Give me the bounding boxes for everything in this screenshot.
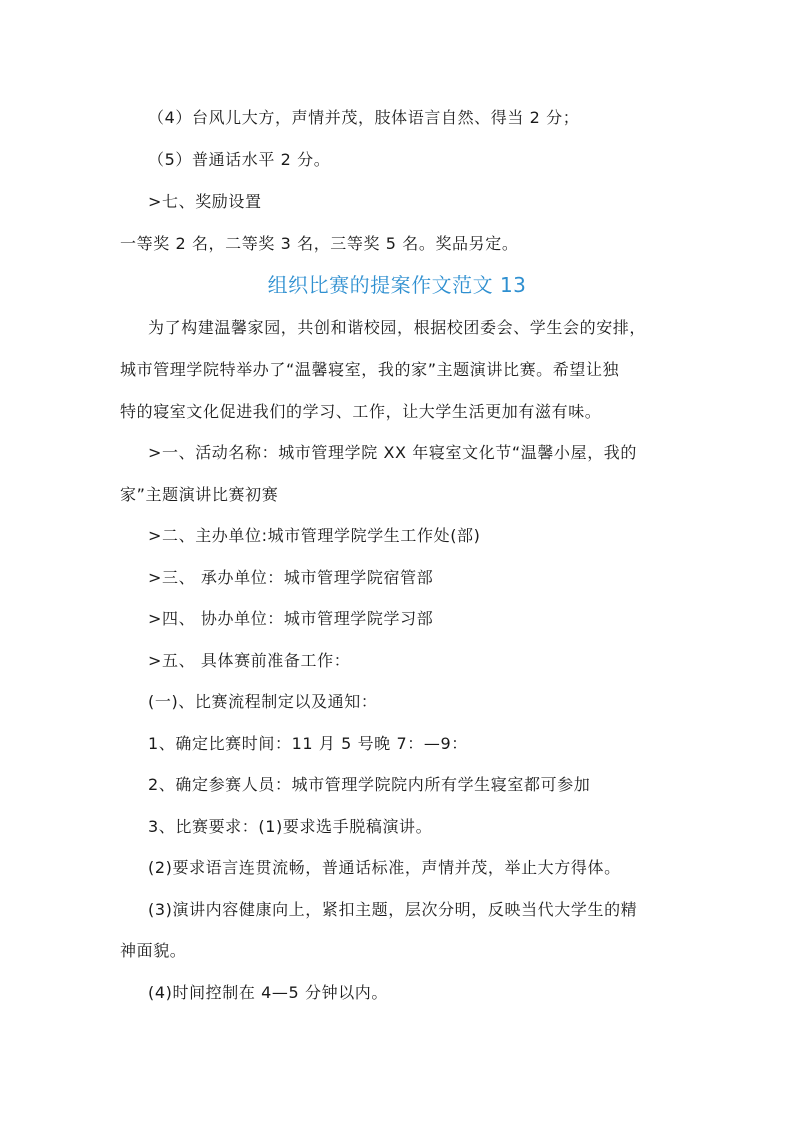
- section-activity-name-line-2: 家”主题演讲比赛初赛: [120, 485, 279, 504]
- section-host: >三、 承办单位：城市管理学院宿管部: [148, 568, 434, 587]
- section-heading-awards: >七、奖励设置: [148, 192, 262, 211]
- section-organizer: >二、主办单位:城市管理学院学生工作处(部): [148, 526, 481, 545]
- section-preparation: >五、 具体赛前准备工作：: [148, 651, 351, 670]
- criteria-item-4: （4）台风儿大方，声情并茂，肢体语言自然、得当 2 分；: [148, 108, 580, 127]
- requirement-2: (2)要求语言连贯流畅，普通话标准，声情并茂，举止大方得体。: [148, 858, 621, 877]
- requirement-4: (4)时间控制在 4—5 分钟以内。: [148, 983, 388, 1002]
- requirement-3-line-2: 神面貌。: [120, 941, 187, 960]
- intro-paragraph-line-1: 为了构建温馨家园，共创和谐校园，根据校团委会、学生会的安排，: [148, 318, 647, 337]
- process-item-participants: 2、确定参赛人员：城市管理学院院内所有学生寝室都可参加: [148, 775, 591, 794]
- section-co-organizer: >四、 协办单位：城市管理学院学习部: [148, 609, 434, 628]
- intro-paragraph-line-2: 城市管理学院特举办了“温馨寝室，我的家”主题演讲比赛。希望让独: [120, 360, 620, 379]
- requirement-3-line-1: (3)演讲内容健康向上，紧扣主题，层次分明，反映当代大学生的精: [148, 900, 638, 919]
- awards-text: 一等奖 2 名，二等奖 3 名，三等奖 5 名。奖品另定。: [120, 234, 519, 253]
- intro-paragraph-line-3: 特的寝室文化促进我们的学习、工作，让大学生活更加有滋有味。: [120, 402, 602, 421]
- article-title: 组织比赛的提案作文范文 13: [267, 273, 527, 297]
- process-item-time: 1、确定比赛时间：11 月 5 号晚 7：—9：: [148, 734, 468, 753]
- subsection-process: (一)、比赛流程制定以及通知：: [148, 692, 378, 711]
- criteria-item-5: （5）普通话水平 2 分。: [148, 150, 331, 169]
- process-item-requirements: 3、比赛要求：(1)要求选手脱稿演讲。: [148, 817, 433, 836]
- section-activity-name-line-1: >一、活动名称：城市管理学院 XX 年寝室文化节“温馨小屋，我的: [148, 443, 637, 462]
